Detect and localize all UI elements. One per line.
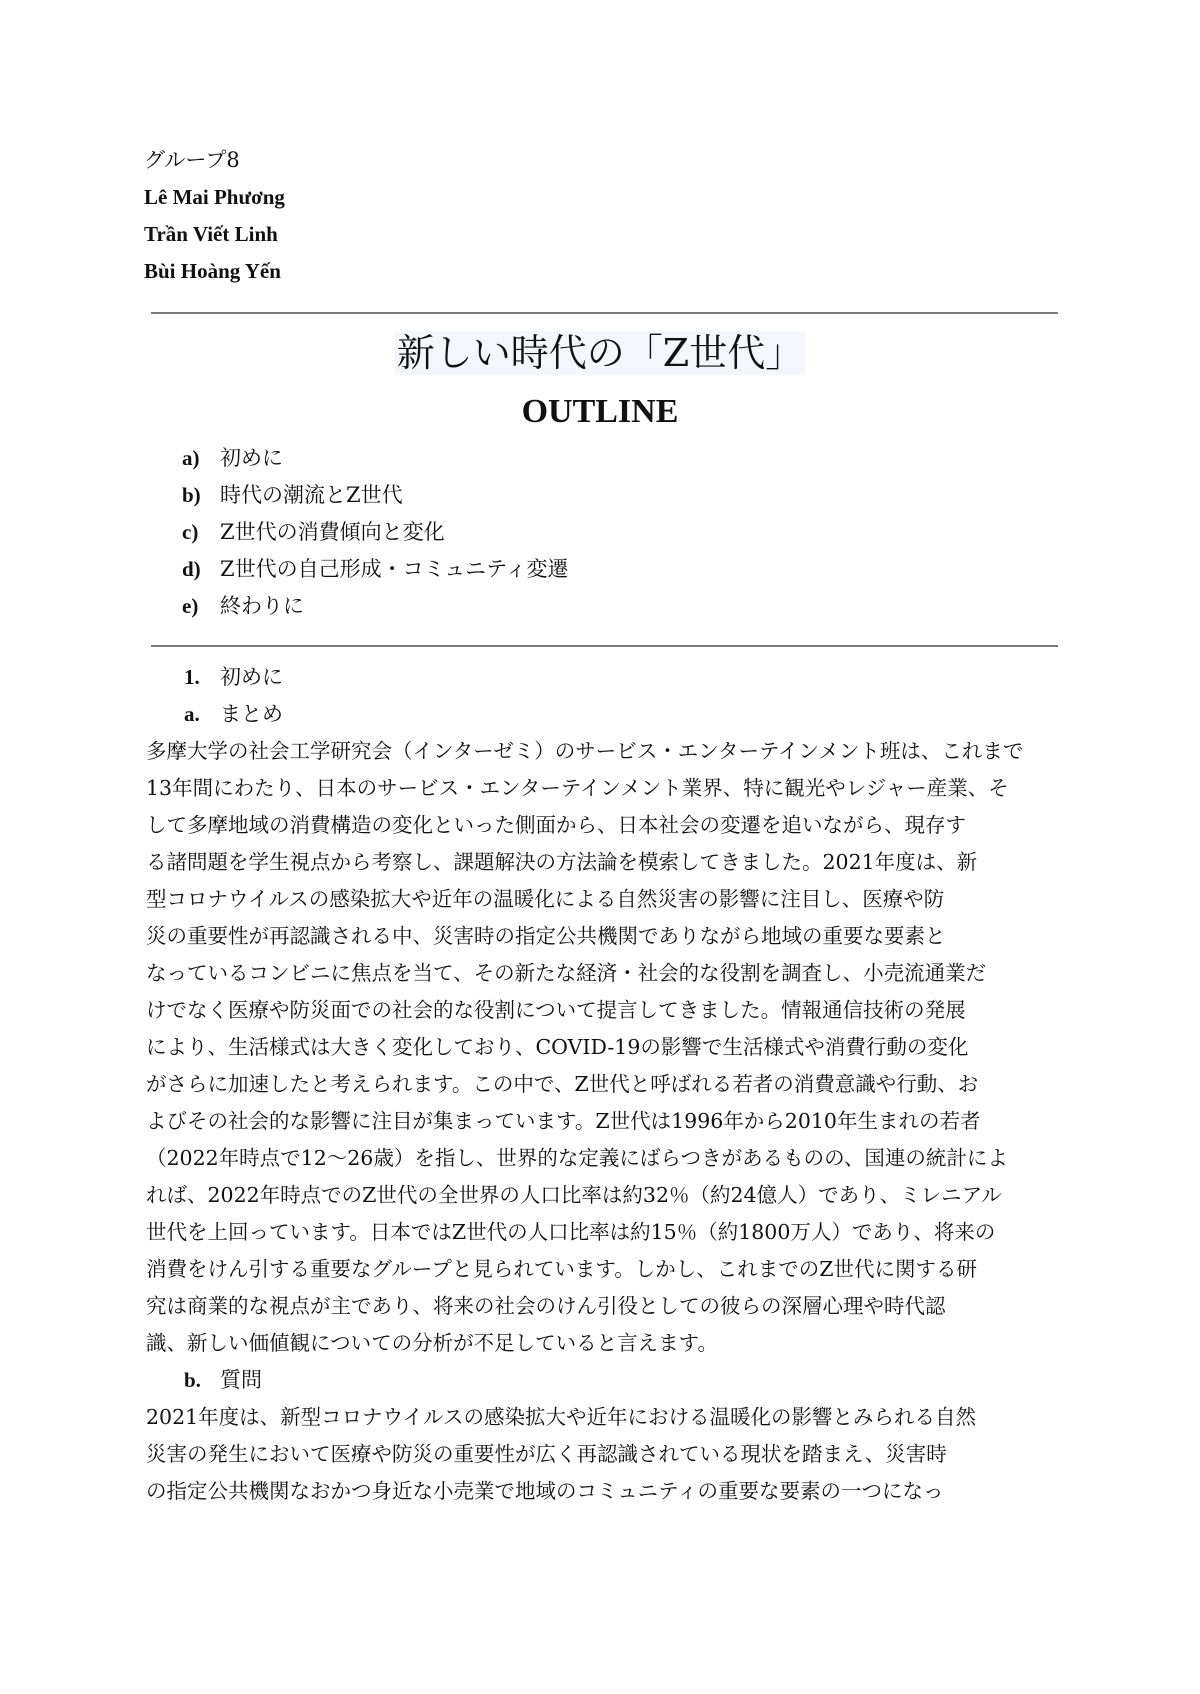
paragraph-line: 多摩大学の社会工学研究会（インターゼミ）のサービス・エンターテインメント班は、これまで [146, 739, 1024, 763]
paragraph-line: 13年間にわたり、日本のサービス・エンターテインメント業界、特に観光やレジャー産業、そ [146, 776, 1009, 800]
outline-item-label: Z世代の自己形成・コミュニティ変遷 [220, 557, 569, 581]
paragraph-line: して多摩地域の消費構造の変化といった側面から、日本社会の変遷を追いながら、現存す [146, 813, 966, 837]
outline-item [182, 514, 569, 551]
paragraph-line: 消費をけん引する重要なグループと見られています。しかし、これまでのZ世代に関する研 [146, 1257, 977, 1281]
body-paragraph [146, 1399, 1064, 1510]
outline-marker: d) [182, 557, 201, 581]
paragraph-line: 世代を上回っています。日本ではZ世代の人口比率は約15％（約1800万人）であり、将来の [146, 1220, 996, 1244]
outline-heading: OUTLINE [521, 393, 679, 430]
author-name: Bùi Hoàng Yến [144, 259, 281, 283]
outline-marker: c) [182, 520, 199, 544]
paragraph-line: がさらに加速したと考えられます。この中で、Z世代と呼ばれる若者の消費意識や行動、お [146, 1072, 979, 1096]
outline-item [182, 551, 569, 588]
outline-item-label: Z世代の消費傾向と変化 [220, 520, 445, 544]
paragraph-line: 識、新しい価値観についての分析が不足していると言えます。 [146, 1331, 718, 1355]
paragraph-line: 災の重要性が再認識される中、災害時の指定公共機関でありながら地域の重要な要素と [146, 924, 946, 948]
paragraph-line: 究は商業的な視点が主であり、将来の社会のけん引役としての彼らの深層心理や時代認 [146, 1294, 946, 1318]
document-title [0, 328, 1200, 378]
body-paragraph [146, 733, 1064, 1362]
group-label: グループ8 [144, 148, 240, 172]
outline-item [182, 440, 569, 477]
paragraph-line: 2021年度は、新型コロナウイルスの感染拡大や近年における温暖化の影響とみられる自然 [146, 1405, 976, 1429]
author-name: Lê Mai Phương [144, 185, 285, 209]
subsection-heading [184, 1362, 262, 1399]
horizontal-divider [151, 312, 1058, 314]
outline-item-label: 時代の潮流とZ世代 [220, 483, 403, 507]
section-heading-label: 初めに [220, 665, 283, 689]
outline-item [182, 588, 569, 625]
paragraph-line: れば、2022年時点でのZ世代の全世界の人口比率は約32％（約24億人）であり、ミレニアル [146, 1183, 1002, 1207]
paragraph-line: 型コロナウイルスの感染拡大や近年の温暖化による自然災害の影響に注目し、医療や防 [146, 887, 945, 911]
subsection-heading [184, 696, 283, 733]
outline-marker: a) [182, 446, 200, 470]
outline-item-label: 終わりに [220, 594, 304, 618]
section-heading [184, 659, 283, 696]
paragraph-line: る諸問題を学生視点から考察し、課題解決の方法論を模索してきました。2021年度は、新 [146, 850, 978, 874]
outline-list [182, 440, 569, 625]
subsection-marker: b. [184, 1368, 201, 1392]
author-header [144, 142, 744, 290]
subsection-heading-label: 質問 [220, 1368, 262, 1392]
subsection-marker: a. [184, 702, 200, 726]
horizontal-divider [151, 645, 1058, 647]
author-name: Trần Viết Linh [144, 222, 278, 246]
document-title-text: 新しい時代の「Z世代」 [396, 331, 804, 375]
section-marker: 1. [184, 665, 200, 689]
subsection-heading-label: まとめ [220, 702, 283, 726]
paragraph-line: よびその社会的な影響に注目が集まっています。Z世代は1996年から2010年生まれの若者 [146, 1109, 981, 1133]
paragraph-line: けでなく医療や防災面での社会的な役割について提言してきました。情報通信技術の発展 [146, 998, 966, 1022]
outline-marker: b) [182, 483, 201, 507]
paragraph-line: の指定公共機関なおかつ身近な小売業で地域のコミュニティの重要な要素の一つになっ [146, 1479, 944, 1503]
paragraph-line: なっているコンビニに焦点を当て、その新たな経済・社会的な役割を調査し、小売流通業だ [146, 961, 987, 985]
outline-item-label: 初めに [220, 446, 283, 470]
paragraph-line: （2022年時点で12～26歳）を指し、世界的な定義にばらつきがあるものの、国連の統計によ [146, 1146, 1008, 1170]
paragraph-line: 災害の発生において医療や防災の重要性が広く再認識されている現状を踏まえ、災害時 [146, 1442, 947, 1466]
paragraph-line: により、生活様式は大きく変化しており、COVID-19の影響で生活様式や消費行動の変化 [146, 1035, 969, 1059]
outline-marker: e) [182, 594, 199, 618]
outline-item [182, 477, 569, 514]
